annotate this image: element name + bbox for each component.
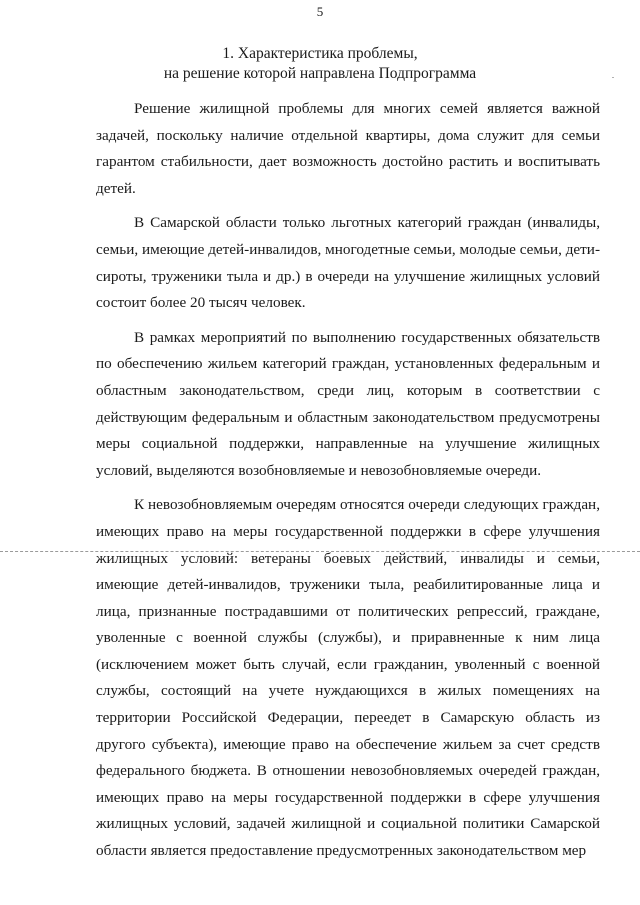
scan-artifact-dot <box>612 77 614 78</box>
paragraph-3: В рамках мероприятий по выполнению государственных обязательств по обеспечению жильем категорий граждан, установленных федеральным и областным законодательством, среди лиц, которым в соответствии с действующим федеральным и областным законодательством предусмотрены меры социальной поддержки, направленные на улучшение жилищных условий, выделяются возобновляемые и невозобновляемые очереди. <box>96 328 600 479</box>
paragraph-2: В Самарской области только льготных категорий граждан (инвалиды, семьи, имеющие детей-инвалидов, многодетные семьи, молодые семьи, дети-сироты, труженики тыла и др.) в очереди на улучшение жилищных условий состоит более 20 тысяч человек. <box>96 214 600 312</box>
section-heading-line-1: 1. Характеристика проблемы, <box>222 45 418 62</box>
scan-fold-line <box>0 551 640 552</box>
document-body <box>96 96 600 873</box>
section-heading <box>0 44 640 84</box>
section-heading-line-2: на решение которой направлена Подпрограмма <box>163 65 477 82</box>
page-number: 5 <box>316 4 324 19</box>
paragraph-4: К невозобновляемым очередям относятся очереди следующих граждан, имеющих право на меры государственной поддержки в сфере улучшения жилищных условий: ветераны боевых действий, инвалиды и семьи, имеющие детей-инвалидов, труженики тыла, реабилитированные лица и лица, признанные пострадавшими от политических репрессий, граждане, уволенные с военной службы (службы), и приравненные к ним лица (исключением может быть случай, если гражданин, уволенный с военной службы, состоящий на учете нуждающихся в жилых помещениях на территории Российской Федерации, переедет в Самарскую область из другого субъекта), имеющие право на обеспечение жильем за счет средств федерального бюджета. В отношении невозобновляемых очередей граждан, имеющих право на меры государственной поддержки в сфере улучшения жилищных условий, задачей жилищной и социальной политики Самарской области является предоставление предусмотренных законодательством мер <box>96 496 600 860</box>
paragraph-1: Решение жилищной проблемы для многих семей является важной задачей, поскольку наличие отдельной квартиры, дома служит для семьи гарантом стабильности, дает возможность достойно растить и воспитывать детей. <box>96 100 600 197</box>
